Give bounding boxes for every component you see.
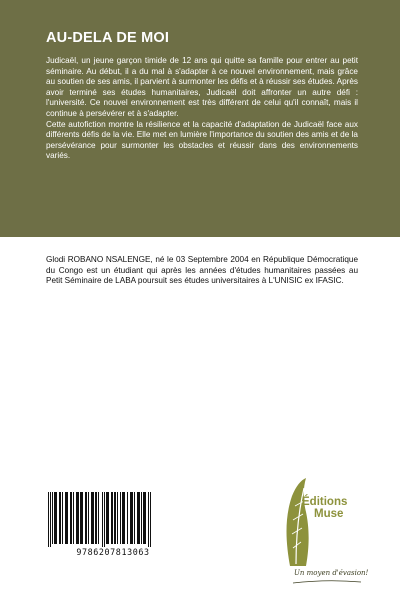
summary-panel <box>0 0 400 237</box>
publisher-slogan: Un moyen d'évasion! <box>294 569 369 577</box>
isbn-number: 9786207813063 <box>76 547 150 557</box>
book-title: AU-DELA DE MOI <box>46 30 170 46</box>
publisher-name-line2: Muse <box>314 508 344 520</box>
publisher-name-line1: Éditions <box>302 496 348 508</box>
slogan-underline <box>292 579 362 585</box>
summary-paragraph-1: Judicaël, un jeune garçon timide de 12 ans qui quitte sa famille pour entrer au petit séminaire. Au début, il a du mal à s'adapter à ce nouvel environnement, mais grâce au soutien de ses amis, il parvient à surmonter les défis et à réussir ses études. Après avoir terminé ses études humanitaires, Judicaël doit affronter un autre défi : l'université. Ce nouvel environnement est très différent de celui qu'il connaît, mais il continue à persévérer et à s'adapter. <box>46 56 358 118</box>
quill-feather-icon <box>276 474 369 584</box>
book-summary <box>46 56 358 162</box>
summary-paragraph-2: Cette autofiction montre la résilience et la capacité d'adaptation de Judicaël face aux différents défis de la vie. Elle met en lumière l'importance du soutien des amis et de la persévérance pour surmonter les obstacles et réussir dans des environnements variés. <box>46 119 358 161</box>
barcode <box>42 490 184 570</box>
barcode-bars <box>42 490 184 548</box>
publisher-logo <box>276 474 369 584</box>
author-bio: Glodi ROBANO NSALENGE, né le 03 Septembre 2004 en République Démocratique du Congo est un étudiant qui après les années d'études humanitaires passées au Petit Séminaire de LABA poursuit ses études universitaires à L'UNISIC ex IFASIC. <box>46 255 358 286</box>
